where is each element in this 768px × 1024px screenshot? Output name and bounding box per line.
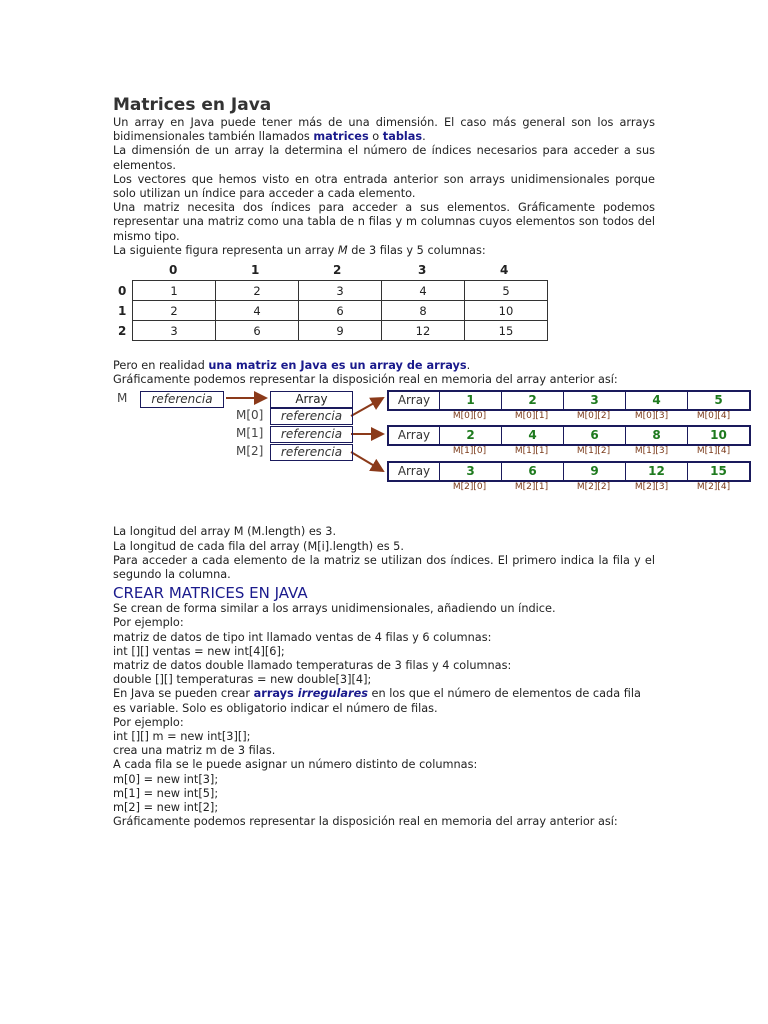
row-reference-box: referencia bbox=[270, 408, 353, 425]
col-header: 0 bbox=[169, 263, 178, 278]
array-cell: 4 bbox=[626, 392, 688, 409]
index-label: M[1][4] bbox=[696, 446, 731, 457]
table-row bbox=[133, 301, 548, 321]
col-header: 2 bbox=[333, 263, 342, 278]
index-label: M[2][1] bbox=[514, 482, 549, 493]
page-title: Matrices en Java bbox=[113, 95, 272, 115]
section-line: matriz de datos double llamado temperaturas de 3 filas y 4 columnas: bbox=[113, 659, 512, 673]
index-label: M[0][0] bbox=[452, 411, 487, 422]
row-array-1 bbox=[387, 425, 751, 446]
table-row bbox=[133, 321, 548, 341]
text: o bbox=[368, 130, 383, 144]
after-line-1: La longitud del array M (M.length) es 3. bbox=[113, 525, 337, 539]
array-cell: 10 bbox=[710, 428, 727, 443]
mid-paragraph-1 bbox=[113, 359, 655, 373]
array-header-box: Array bbox=[270, 391, 353, 408]
section-line: Gráficamente podemos representar la disposición real en memoria del array anterior así: bbox=[113, 815, 618, 829]
array-cell: 12 bbox=[626, 463, 688, 480]
array-cell: 9 bbox=[564, 463, 626, 480]
array-of-arrays-highlight: una matriz en Java es un array de arrays bbox=[208, 359, 467, 373]
col-header: 1 bbox=[251, 263, 260, 278]
table-cell: 6 bbox=[216, 321, 299, 341]
row-array-2 bbox=[387, 461, 751, 482]
code-line: int [][] m = new int[3][]; bbox=[113, 730, 251, 744]
array-cell-label: Array bbox=[389, 427, 440, 444]
index-label: M[0][4] bbox=[696, 411, 731, 422]
term-matrices: matrices bbox=[313, 130, 369, 144]
array-cell: 4 bbox=[502, 427, 564, 444]
array-cell: 8 bbox=[626, 427, 688, 444]
table-cell: 2 bbox=[133, 301, 216, 321]
text: . bbox=[422, 130, 426, 144]
index-label: M[0][1] bbox=[514, 411, 549, 422]
code-line: double [][] temperaturas = new double[3][4]; bbox=[113, 673, 372, 687]
table-cell: 10 bbox=[465, 301, 548, 321]
col-header: 3 bbox=[418, 263, 427, 278]
table-cell: 15 bbox=[465, 321, 548, 341]
array-cell: 1 bbox=[440, 392, 502, 409]
term-irregulares: irregulares bbox=[297, 687, 368, 701]
code-line: m[0] = new int[3]; bbox=[113, 772, 219, 786]
array-cell: 5 bbox=[714, 393, 723, 408]
table-cell: 8 bbox=[382, 301, 465, 321]
row-header: 2 bbox=[118, 324, 127, 339]
array-name: M bbox=[337, 243, 348, 257]
term-arrays: arrays bbox=[253, 687, 298, 701]
table-cell: 3 bbox=[299, 281, 382, 301]
text: en los que el número de elementos de cada fila es variable. Solo es obligatorio indicar el número de filas. bbox=[113, 687, 641, 715]
matrix-grid bbox=[132, 280, 548, 341]
array-cell: 15 bbox=[710, 464, 727, 479]
array-cell: 6 bbox=[502, 463, 564, 480]
section-line: crea una matriz m de 3 filas. bbox=[113, 744, 276, 758]
row-reference-box: referencia bbox=[270, 426, 353, 443]
index-label: M[1][2] bbox=[576, 446, 611, 457]
row-header: 1 bbox=[118, 304, 127, 319]
table-cell: 5 bbox=[465, 281, 548, 301]
memory-layout-figure bbox=[113, 391, 731, 518]
section-line: A cada fila se le puede asignar un número distinto de columnas: bbox=[113, 758, 478, 772]
intro-paragraph-4: Una matriz necesita dos índices para acceder a sus elementos. Gráficamente podemos representar una matriz como una tabla de n filas y m columnas cuyos elementos son todos del mismo tipo. bbox=[113, 201, 655, 243]
table-row bbox=[133, 281, 548, 301]
row-label: M[0] bbox=[236, 408, 264, 423]
table-cell: 6 bbox=[299, 301, 382, 321]
after-line-2: La longitud de cada fila del array (M[i].length) es 5. bbox=[113, 539, 404, 553]
index-label: M[0][3] bbox=[634, 411, 669, 422]
code-line: m[1] = new int[5]; bbox=[113, 786, 219, 800]
array-cell: 3 bbox=[440, 463, 502, 480]
index-label: M[2][3] bbox=[634, 482, 669, 493]
intro-paragraph-5 bbox=[113, 244, 655, 258]
table-cell: 3 bbox=[133, 321, 216, 341]
intro-paragraph-3: Los vectores que hemos visto en otra entrada anterior son arrays unidimensionales porque solo utilizan un índice para acceder a cada elemento. bbox=[113, 172, 655, 201]
table-cell: 12 bbox=[382, 321, 465, 341]
mid-paragraph-2: Gráficamente podemos representar la disposición real en memoria del array anterior así: bbox=[113, 373, 618, 387]
text: Un array en Java puede tener más de una dimensión. El caso más general son los arrays bidimensionales también llamados bbox=[113, 116, 655, 144]
m-label: M bbox=[117, 391, 128, 406]
array-cell: 3 bbox=[564, 392, 626, 409]
table-cell: 4 bbox=[216, 301, 299, 321]
index-label: M[1][3] bbox=[634, 446, 669, 457]
row-header: 0 bbox=[118, 284, 127, 299]
index-label: M[0][2] bbox=[576, 411, 611, 422]
text: . bbox=[466, 359, 471, 373]
section-line-irregular bbox=[113, 687, 655, 715]
term-tablas: tablas bbox=[382, 130, 423, 144]
row-array-0 bbox=[387, 390, 751, 411]
after-line-3: Para acceder a cada elemento de la matriz se utilizan dos índices. El primero indica la fila y el segundo la columna. bbox=[113, 553, 655, 582]
table-cell: 1 bbox=[133, 281, 216, 301]
array-cell-label: Array bbox=[389, 463, 440, 480]
row-label: M[2] bbox=[236, 444, 264, 459]
intro-paragraph-2: La dimensión de un array la determina el número de índices necesarios para acceder a sus elementos. bbox=[113, 144, 655, 172]
array-cell: 2 bbox=[502, 392, 564, 409]
section-line: matriz de datos de tipo int llamado ventas de 4 filas y 6 columnas: bbox=[113, 630, 492, 644]
section-heading: CREAR MATRICES EN JAVA bbox=[113, 584, 308, 603]
table-cell: 4 bbox=[382, 281, 465, 301]
table-cell: 9 bbox=[299, 321, 382, 341]
text: La siguiente figura representa un array bbox=[113, 243, 338, 257]
arrow bbox=[351, 398, 383, 416]
section-line: Por ejemplo: bbox=[113, 715, 184, 729]
section-line: Se crean de forma similar a los arrays unidimensionales, añadiendo un índice. bbox=[113, 602, 556, 616]
table-cell: 2 bbox=[216, 281, 299, 301]
intro-paragraph-1 bbox=[113, 116, 655, 144]
code-line: int [][] ventas = new int[4][6]; bbox=[113, 644, 285, 658]
index-label: M[1][1] bbox=[514, 446, 549, 457]
code-line: m[2] = new int[2]; bbox=[113, 801, 219, 815]
array-cell-label: Array bbox=[389, 392, 440, 409]
index-label: M[1][0] bbox=[452, 446, 487, 457]
article bbox=[113, 94, 731, 830]
text: En Java se pueden crear bbox=[113, 687, 254, 701]
text: de 3 filas y 5 columnas: bbox=[347, 243, 486, 257]
arrow bbox=[351, 452, 383, 471]
index-label: M[2][4] bbox=[696, 482, 731, 493]
row-label: M[1] bbox=[236, 426, 264, 441]
matrix-table-figure bbox=[113, 263, 655, 341]
reference-box: referencia bbox=[140, 391, 224, 408]
array-cell: 2 bbox=[440, 427, 502, 444]
text: Pero en realidad bbox=[113, 359, 209, 373]
col-header: 4 bbox=[500, 263, 509, 278]
section-line: Por ejemplo: bbox=[113, 616, 184, 630]
index-label: M[2][2] bbox=[576, 482, 611, 493]
index-label: M[2][0] bbox=[452, 482, 487, 493]
array-cell: 6 bbox=[564, 427, 626, 444]
row-reference-box: referencia bbox=[270, 444, 353, 461]
